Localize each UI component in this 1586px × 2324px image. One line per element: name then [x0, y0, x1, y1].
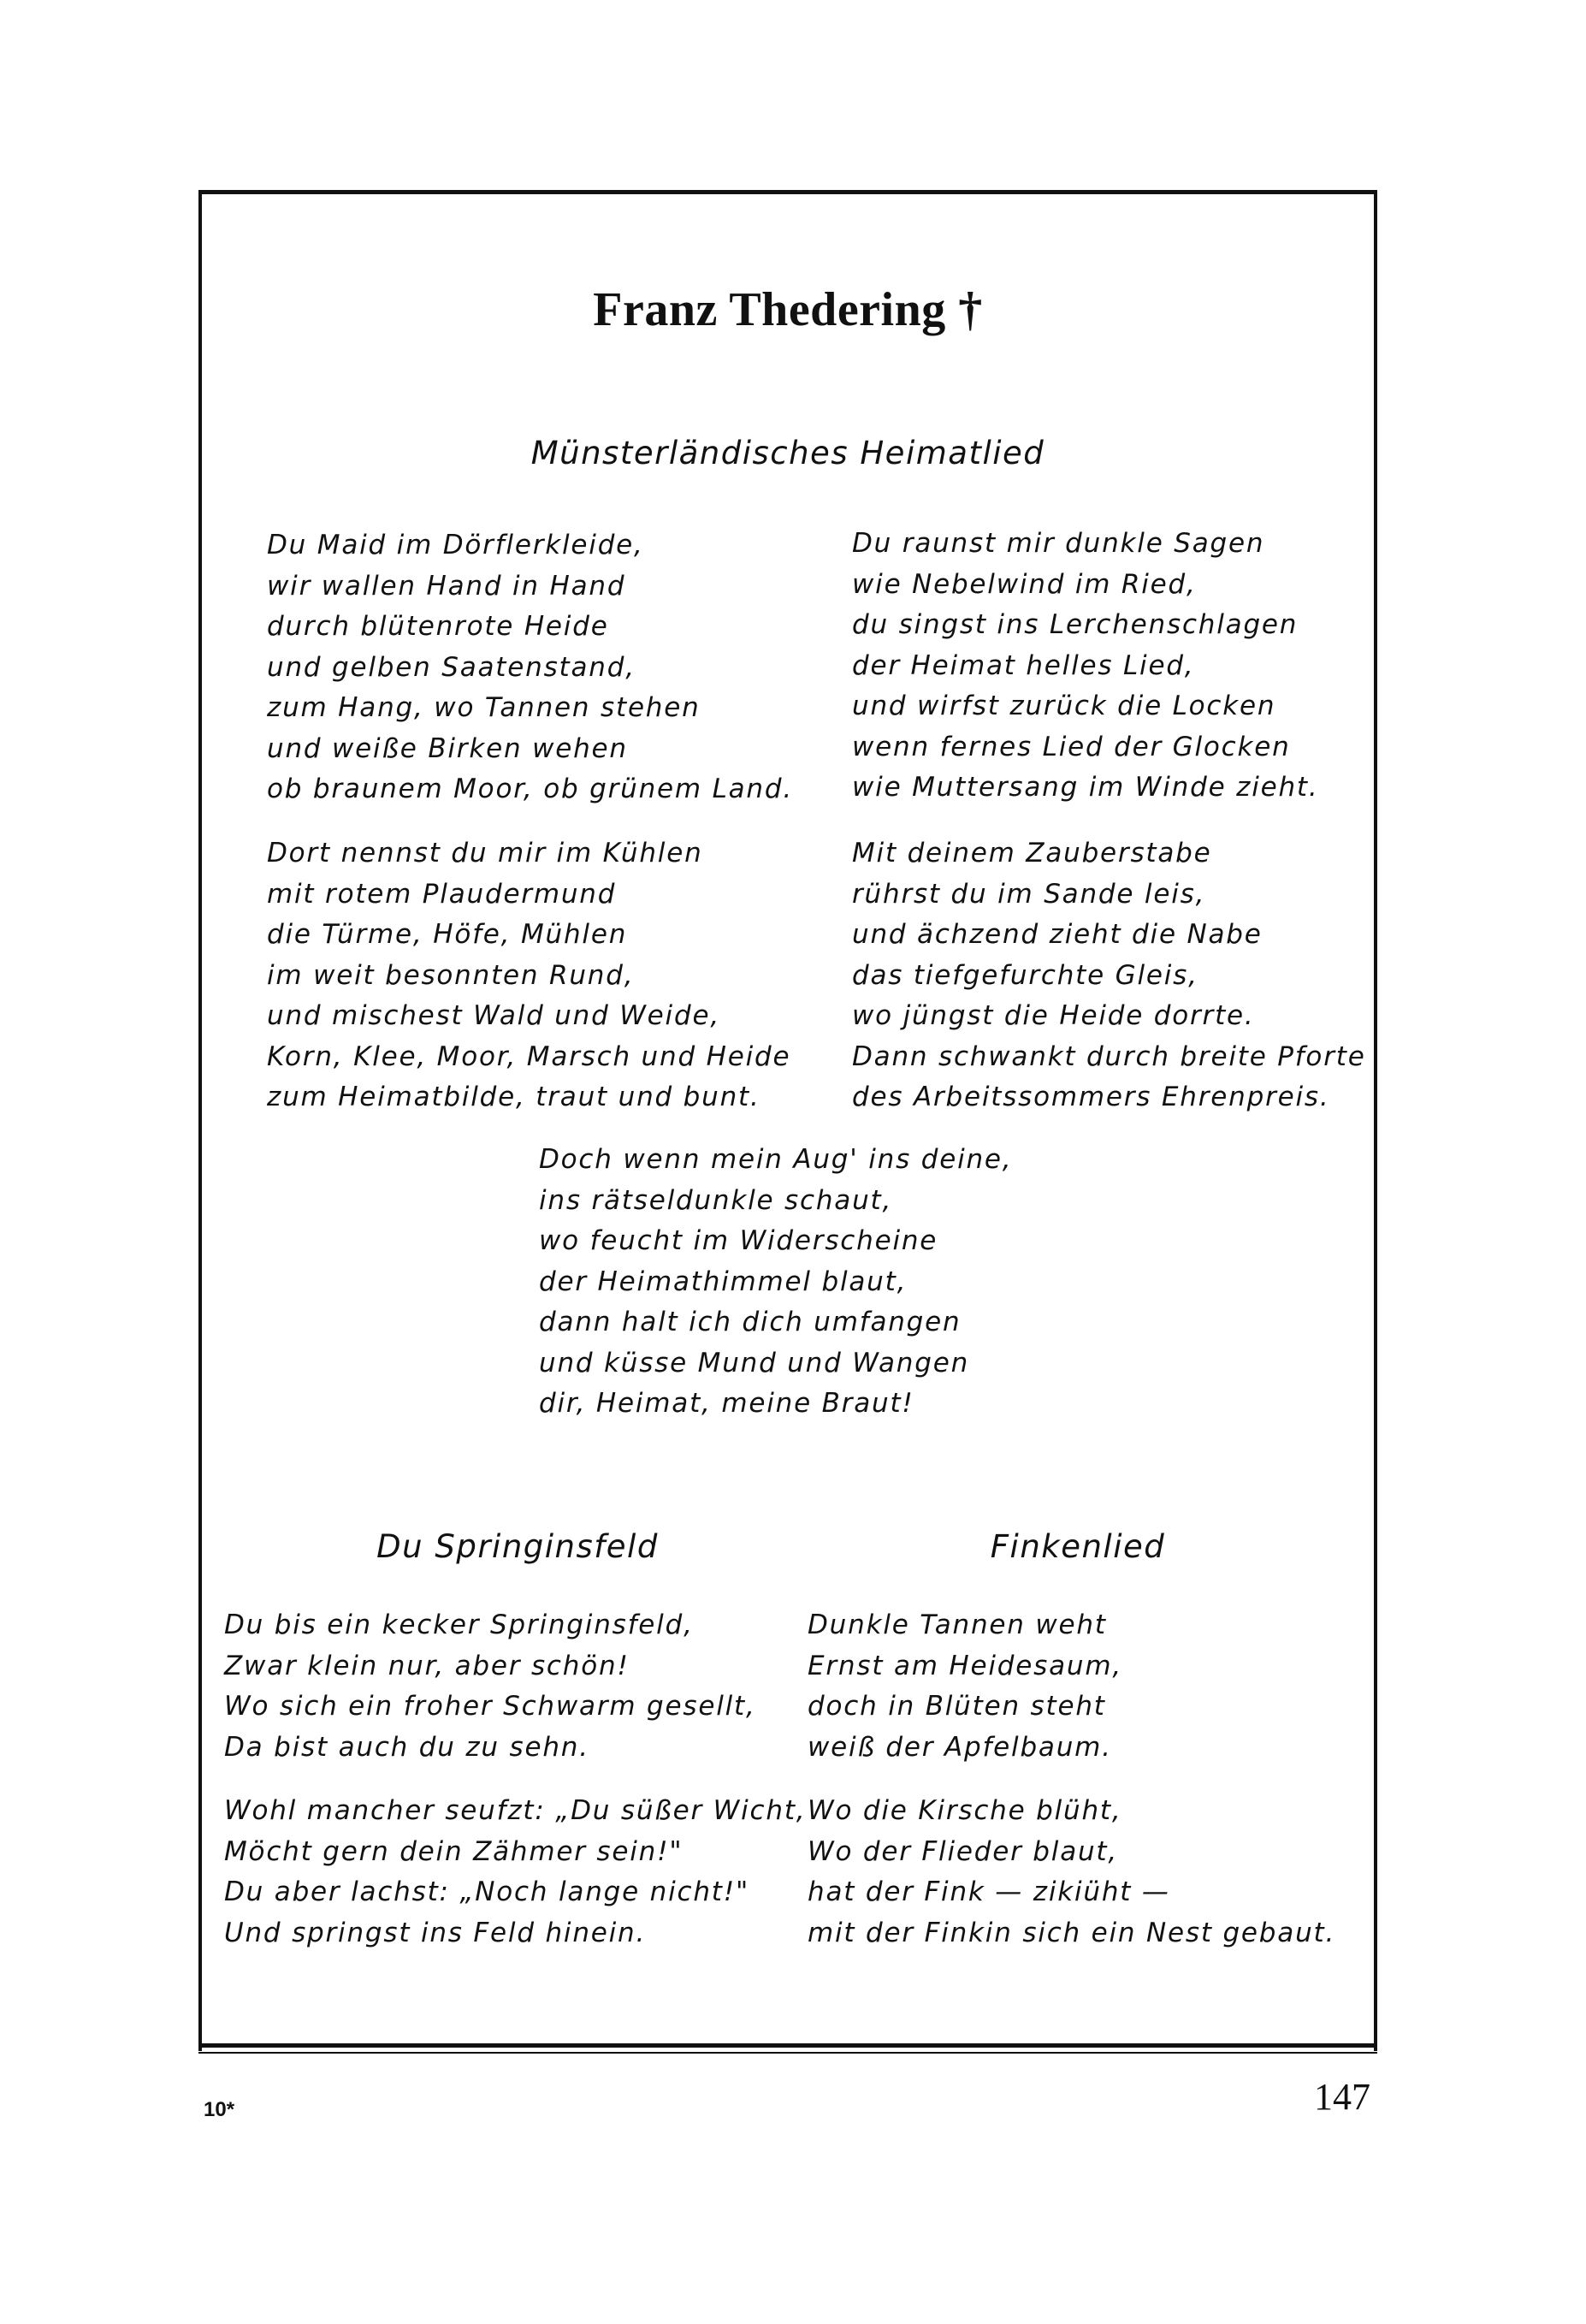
verse-line: und gelben Saatenstand, — [267, 651, 636, 683]
heimatlied-stanza-3 — [267, 833, 790, 1118]
verse-line: wo jüngst die Heide dorrte. — [852, 1000, 1255, 1031]
verse-line: wenn fernes Lied der Glocken — [852, 731, 1291, 762]
verse-line: dann halt ich dich umfangen — [539, 1307, 962, 1337]
verse-line: und ächzend zieht die Nabe — [852, 919, 1263, 950]
poem-title-heimatlied: Münsterländisches Heimatlied — [530, 435, 1045, 471]
verse-line: ins rätseldunkle schaut, — [539, 1184, 893, 1216]
heimatlied-stanza-2 — [852, 524, 1319, 809]
verse-line: wir wallen Hand in Hand — [267, 570, 626, 602]
verse-line: Dort nennst du mir im Kühlen — [267, 838, 703, 869]
verse-line: Mit deinem Zauberstabe — [852, 838, 1212, 869]
verse-line: mit der Finkin sich ein Nest gebaut. — [808, 1917, 1336, 1948]
verse-line: Möcht gern dein Zähmer sein!" — [224, 1835, 684, 1867]
verse-line: Du Maid im Dörflerkleide, — [267, 530, 644, 560]
heimatlied-stanza-5 — [539, 1140, 1012, 1425]
springinsfeld-stanza-2 — [224, 1791, 806, 1953]
page-number: 147 — [1314, 2076, 1370, 2118]
verse-line: wie Nebelwind im Ried, — [852, 568, 1197, 600]
finkenlied-stanza-2 — [808, 1791, 1335, 1953]
frame-bottom-rule — [198, 2043, 1377, 2048]
verse-line: wo feucht im Widerscheine — [539, 1225, 938, 1256]
verse-line: Wohl mancher seufzt: „Du süßer Wicht, — [224, 1795, 807, 1826]
verse-line: und wirfst zurück die Locken — [852, 691, 1276, 721]
verse-line: weiß der Apfelbaum. — [808, 1731, 1112, 1763]
verse-line: du singst ins Lerchenschlagen — [852, 609, 1299, 640]
verse-line: im weit besonnten Rund, — [267, 959, 635, 991]
verse-line: dir, Heimat, meine Braut! — [539, 1388, 914, 1419]
verse-line: Du aber lachst: „Noch lange nicht!" — [224, 1876, 750, 1907]
verse-line: zum Heimatbilde, traut und bunt. — [267, 1082, 760, 1112]
heimatlied-stanza-1 — [267, 525, 793, 810]
verse-line: der Heimat helles Lied, — [852, 649, 1195, 681]
verse-line: Korn, Klee, Moor, Marsch und Heide — [267, 1040, 791, 1072]
frame-bottom-rule-thin — [198, 2052, 1377, 2054]
verse-line: Zwar klein nur, aber schön! — [224, 1650, 630, 1681]
verse-line: der Heimathimmel blaut, — [539, 1266, 908, 1297]
verse-line: Ernst am Heidesaum, — [808, 1650, 1122, 1681]
verse-line: und mischest Wald und Weide, — [267, 1000, 720, 1031]
verse-line: Du bis ein kecker Springinsfeld, — [224, 1610, 694, 1640]
verse-line: Wo sich ein froher Schwarm gesellt, — [224, 1691, 756, 1722]
verse-line: hat der Fink — zikiüht — — [808, 1876, 1170, 1907]
verse-line: und küsse Mund und Wangen — [539, 1347, 970, 1378]
author-heading: Franz Thedering † — [593, 283, 983, 336]
verse-line: Wo der Flieder blaut, — [808, 1835, 1119, 1867]
verse-line: die Türme, Höfe, Mühlen — [267, 919, 628, 950]
verse-line: Und springst ins Feld hinein. — [224, 1917, 647, 1948]
verse-line: durch blütenrote Heide — [267, 611, 609, 642]
verse-line: Dann schwankt durch breite Pforte — [852, 1040, 1366, 1072]
poem-title-finkenlied: Finkenlied — [990, 1528, 1166, 1565]
heimatlied-stanza-4 — [852, 833, 1366, 1118]
verse-line: Wo die Kirsche blüht, — [808, 1795, 1122, 1826]
verse-line: ob braunem Moor, ob grünem Land. — [267, 774, 794, 804]
verse-line: doch in Blüten steht — [808, 1691, 1106, 1722]
finkenlied-stanza-1 — [808, 1605, 1122, 1768]
verse-line: zum Hang, wo Tannen stehen — [267, 692, 701, 723]
signature-mark: 10* — [204, 2098, 235, 2121]
verse-line: Da bist auch du zu sehn. — [224, 1731, 589, 1763]
verse-line: das tiefgefurchte Gleis, — [852, 959, 1198, 991]
verse-line: Doch wenn mein Aug' ins deine, — [539, 1144, 1013, 1175]
poem-title-springinsfeld: Du Springinsfeld — [376, 1528, 659, 1565]
verse-line: mit rotem Plaudermund — [267, 878, 617, 910]
verse-line: und weiße Birken wehen — [267, 732, 628, 764]
verse-line: Dunkle Tannen weht — [808, 1610, 1107, 1640]
verse-line: des Arbeitssommers Ehrenpreis. — [852, 1082, 1330, 1112]
verse-line: rührst du im Sande leis, — [852, 878, 1206, 910]
verse-line: Du raunst mir dunkle Sagen — [852, 528, 1265, 559]
verse-line: wie Muttersang im Winde zieht. — [852, 772, 1319, 803]
springinsfeld-stanza-1 — [224, 1605, 756, 1768]
